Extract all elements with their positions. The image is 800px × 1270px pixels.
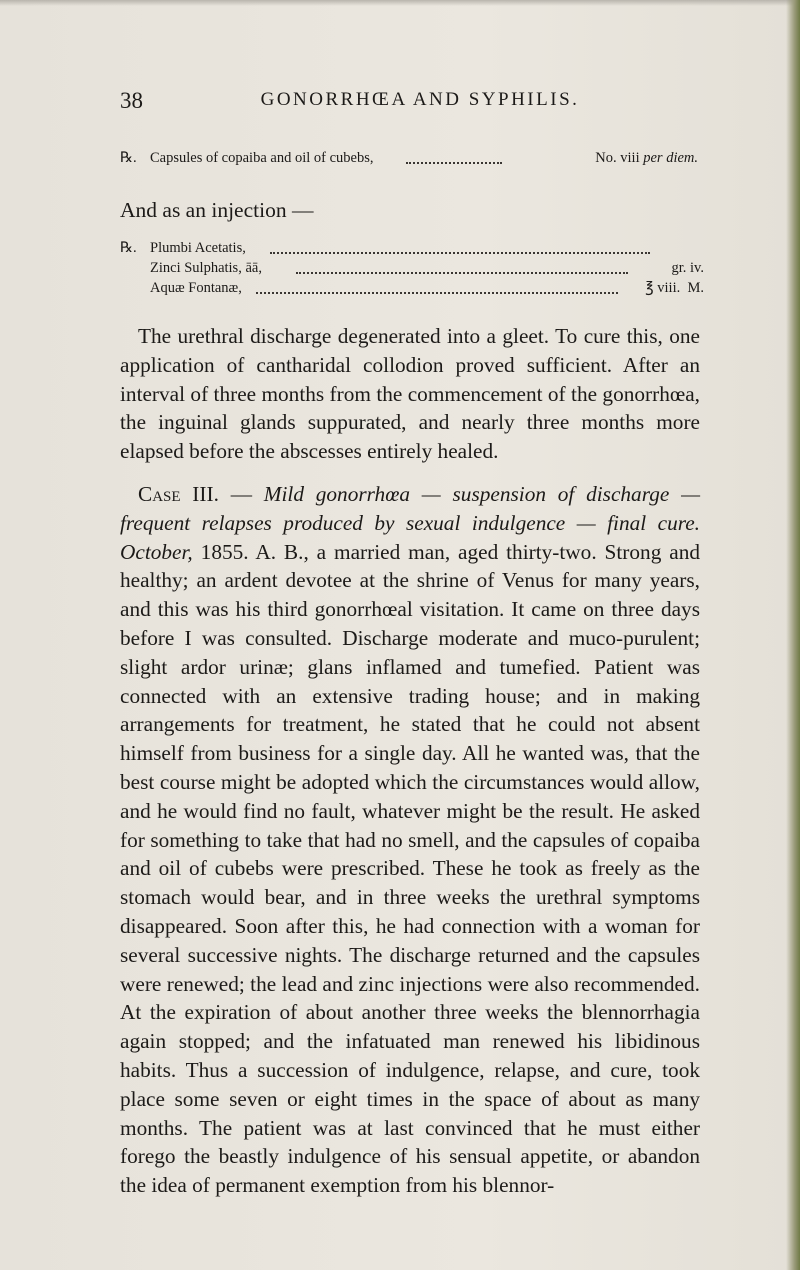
prescription-ingredient: Capsules of copaiba and oil of cubebs, — [150, 150, 374, 166]
recipe-symbol: ℞. — [120, 240, 137, 256]
prescription-2-line — [120, 280, 704, 300]
recipe-symbol: ℞. — [120, 150, 137, 166]
case-heading: Mild gonorrhœa — suspension of discharge — frequent relapses produced by sexual indulgence — final cure. — [120, 481, 701, 535]
prescription-2-line — [120, 240, 698, 260]
dose-note: per diem. — [643, 150, 698, 166]
running-title: GONORRHŒA AND SYPHILIS. — [260, 89, 580, 110]
leader-dots — [256, 292, 618, 294]
case-body: 1855. A. B., a married man, aged thirty-two. Strong and healthy; an ardent devotee at the shrine of Venus for many years, and this was his third gonorrhœal visitation. It came on three days before I was consulted. Discharge moderate and muco-purulent; slight ardor urinæ; glans inflamed and tumefied. Patient was connected with an extensive trading house; and in making arrangements for treatment, he stated that he could not absent himself from business for a single day. All he wanted was, that the best course might be adopted which the circumstances would allow, and he would find no fault, whatever might be the result. He asked for something to take that had no smell, and the capsules of copaiba and oil of cubebs were prescribed. These he took as freely as the stomach would bear, and in three weeks the urethral symptoms disappeared. Soon after this, he had connection with a woman for several successive nights. The discharge returned and the capsules were renewed; the lead and zinc injections were also recommended. At the expiration of about another three weeks the blennorrhagia again stopped; and the infatuated man renewed his libidinous habits. Thus a succession of indulgence, relapse, and cure, took place some seven or eight times in the space of about as many months. The patient was at last convinced that he must either forego the beastly indulgence of his sensual appetite, or abandon the idea of permanent exemption from his blennor- — [120, 539, 700, 1198]
leader-dots — [406, 162, 502, 164]
body-text — [120, 322, 700, 1200]
page-top-edge — [0, 0, 800, 6]
prescription-dose: ℥ viii. M. — [645, 280, 704, 296]
prescription-ingredient: Zinci Sulphatis, āā, — [150, 260, 262, 276]
leader-dots — [296, 272, 628, 274]
prescription-dose: gr. iv. — [671, 260, 704, 276]
prescription-dose: No. viii per diem. — [595, 150, 698, 166]
injection-intro: And as an injection — — [120, 198, 314, 222]
paragraph: The urethral discharge degenerated into a gleet. To cure this, one application of cantharidal collodion proved sufficient. After an interval of three months from the commencement of the gonorrhœa, the inguinal glands suppurated, and nearly three months more elapsed before the abscesses entirely healed. — [120, 324, 700, 464]
page-number: 38 — [120, 88, 143, 113]
leader-dots — [270, 252, 650, 254]
case-label: Case III. — [138, 481, 219, 506]
page-header — [120, 88, 720, 120]
case-paragraph: Case III. — Mild gonorrhœa — suspension of discharge — frequent relapses produced by sexual indulgence — final cure. October, 1855. A. B., a married man, aged thirty-two. Strong and healthy; an ardent devotee at the shrine of Venus for many years, and this was his third gonorrhœal visitation. It came on three days before I was consulted. Discharge moderate and muco-purulent; slight ardor urinæ; glans inflamed and tumefied. Patient was connected with an extensive trading house; and in making arrangements for treatment, he stated that he could not absent himself from business for a single day. All he wanted was, that the best course might be adopted which the circumstances would allow, and he would find no fault, whatever might be the result. He asked for something to take that had no smell, and the capsules of copaiba and oil of cubebs were prescribed. These he took as freely as the stomach would bear, and in three weeks the urethral symptoms disappeared. Soon after this, he had connection with a woman for several successive nights. The discharge returned and the capsules were renewed; the lead and zinc injections were also recommended. At the expiration of about another three weeks the blennorrhagia again stopped; and the infatuated man renewed his libidinous habits. Thus a succession of indulgence, relapse, and cure, took place some seven or eight times in the space of about as many months. The patient was at last convinced that he must either forego the beastly indulgence of his sensual appetite, or abandon the idea of permanent exemption from his blennor- — [120, 481, 701, 1198]
prescription-ingredient: Plumbi Acetatis, — [150, 240, 246, 256]
page-right-edge — [786, 0, 800, 1270]
prescription-ingredient: Aquæ Fontanæ, — [150, 280, 242, 296]
case-date: October, — [120, 539, 193, 564]
prescription-2-line — [120, 260, 704, 280]
prescription-1 — [120, 150, 698, 170]
